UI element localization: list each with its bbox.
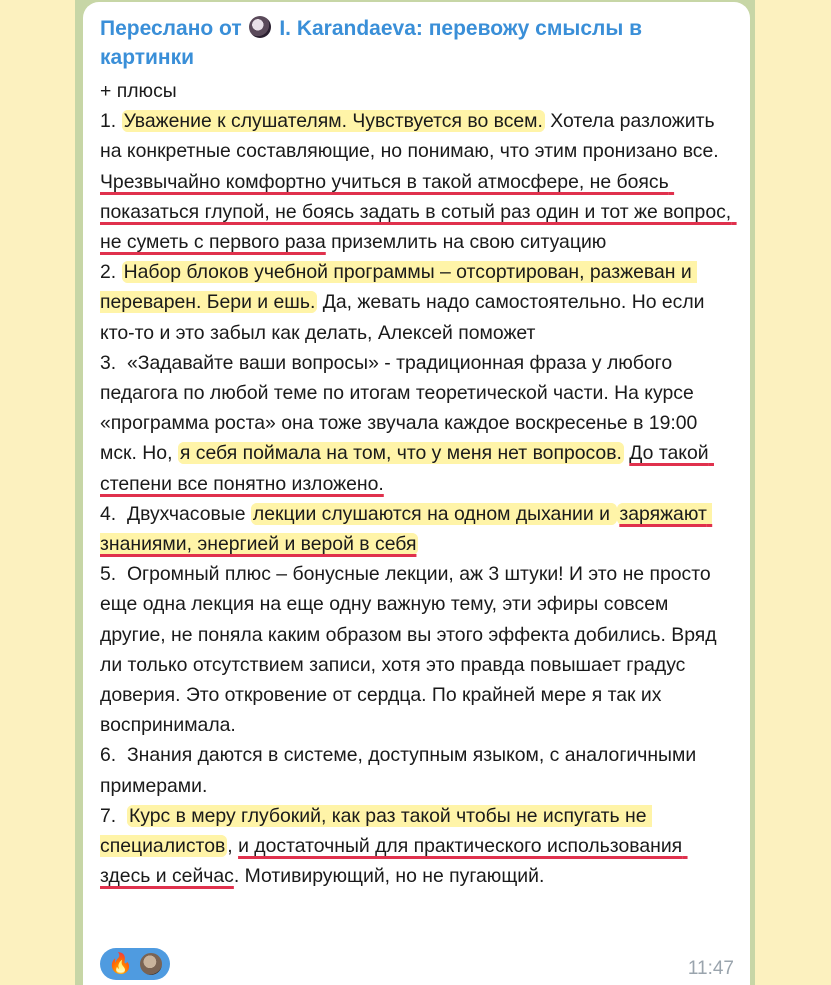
- fire-emoji-icon: 🔥: [108, 953, 133, 975]
- highlighted-text: Уважение к слушателям. Чувствуется во всем.: [123, 110, 543, 133]
- message-text-segment: 4. Двухчасовые: [100, 502, 246, 525]
- message-text-segment: Хотела разложить на конкретные составляющие, но понимаю, что этим пронизано все.: [100, 110, 725, 163]
- message-text-segment: 5. Огромный плюс – бонусные лекции, аж 3 штуки! И это не просто еще одна лекция на еще одну важную тему, эти эфиры совсем другие, не поняла каким образом вы этого эффекта добились. Вряд ли только отсутствием записи, хотя это правда повышает градус доверия. Это откровение от сердца. По крайней мере я так их воспринимала. 6. Знания даются в системе, доступным языком, с аналогичными примерами. 7.: [100, 563, 717, 827]
- underlined-text: и достаточный для практического использования здесь и сейчас: [100, 835, 688, 888]
- forward-avatar[interactable]: [249, 16, 271, 38]
- message-bubble[interactable]: [83, 2, 750, 985]
- highlighted-underlined-text: заряжают знаниями, энергией и верой в себя: [100, 502, 713, 556]
- message-text-segment: Да, жевать надо самостоятельно. Но если кто-то и это забыл как делать, Алексей поможет 3. «Задавайте ваши вопросы» - традиционная фраза у любого педагога по любой теме по итогам теоретической части. На курсе «программа роста» она тоже звучала каждое воскресенье в 19:00 мск. Но,: [100, 291, 705, 465]
- message-text-segment: . Мотивирующий, но не пугающий.: [233, 865, 545, 888]
- message-text-segment: приземлить на свою ситуацию 2.: [100, 231, 607, 284]
- highlighted-text: лекции слушаются на одном дыхании и: [252, 502, 616, 525]
- message-footer: [100, 942, 734, 982]
- message-text: [100, 76, 737, 891]
- message-time: 11:47: [687, 958, 734, 979]
- forward-prefix: Переслано от: [100, 17, 242, 40]
- message-text-segment: ,: [227, 835, 239, 858]
- underlined-text: До такой степени все понятно изложено.: [100, 442, 714, 495]
- forward-source-name[interactable]: I. Karandaeva: перевожу смыслы в картинки: [100, 17, 643, 69]
- reaction-badge[interactable]: [100, 948, 170, 980]
- forward-header[interactable]: [100, 14, 660, 72]
- highlighted-text: Курс в меру глубокий, как раз такой чтобы не испугать не специалистов: [100, 804, 652, 858]
- reactor-avatar: [138, 951, 164, 977]
- highlighted-text: Набор блоков учебной программы – отсортирован, разжеван и переварен. Бери и ешь.: [100, 261, 698, 314]
- highlighted-text: я себя поймала на том, что у меня нет вопросов.: [179, 442, 622, 465]
- message-text-segment: + плюсы 1.: [100, 80, 177, 133]
- underlined-text: Чрезвычайно комфортно учиться в такой атмосфере, не боясь показаться глупой, не боясь задать в сотый раз один и тот же вопрос, не суметь с первого раза: [100, 170, 737, 254]
